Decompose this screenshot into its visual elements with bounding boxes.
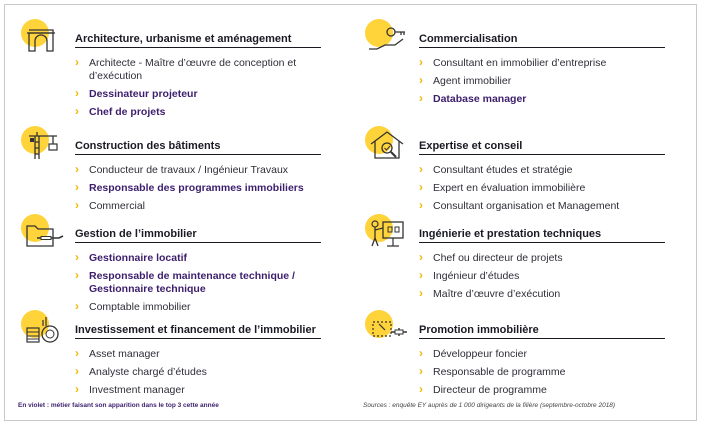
section-head [21,126,321,160]
list-item: › Expert en évaluation immobilière [419,182,665,195]
list-item: › Responsable de programme [419,366,665,379]
list-item: › Gestionnaire locatif [75,252,321,265]
section-title: Architecture, urbanisme et aménagement [75,33,321,48]
list-item: › Comptable immobilier [75,301,321,314]
section-title: Ingénierie et prestation techniques [419,228,665,243]
section-expertise [365,126,665,218]
job-list [75,164,321,213]
plan-tool-icon [367,314,409,344]
list-item: › Responsable de maintenance technique / Gestionnaire technique [75,270,321,296]
list-item: › Consultant en immobilier d’entreprise [419,57,665,70]
section-commercialisation [365,19,665,111]
house-magnifier-icon [367,130,409,160]
list-item: › Directeur de programme [419,384,665,397]
job-list [419,348,665,397]
section-head [21,214,321,248]
section-head [365,126,665,160]
list-item: › Architecte - Maître d’œuvre de conception et d’exécution [75,57,321,83]
infographic-frame [4,4,697,421]
list-item: › Responsable des programmes immobiliers [75,182,321,195]
folder-pen-icon [23,218,65,248]
list-item: › Agent immobilier [419,75,665,88]
source-note: Sources : enquête EY auprès de 1 000 dirigeants de la filière (septembre-octobre 2018) [363,402,616,409]
section-title: Gestion de l’immobilier [75,228,321,243]
section-title: Commercialisation [419,33,665,48]
section-investissement [21,310,321,402]
section-ingenierie [365,214,665,306]
section-head [365,19,665,53]
list-item: › Consultant études et stratégie [419,164,665,177]
job-list [419,57,665,106]
list-item: › Analyste chargé d’études [75,366,321,379]
section-head [21,310,321,344]
list-item: › Chef de projets [75,106,321,119]
legend-note: En violet : métier faisant son apparition dans le top 3 cette année [18,402,219,409]
job-list [75,57,321,119]
hand-key-icon [367,23,409,53]
section-head [365,214,665,248]
list-item: › Dessinateur projeteur [75,88,321,101]
coins-icon [23,314,65,344]
section-title: Promotion immobilière [419,324,665,339]
arch-icon [23,23,65,53]
job-list [419,252,665,301]
section-gestion [21,214,321,319]
list-item: › Commercial [75,200,321,213]
list-item: › Database manager [419,93,665,106]
list-item: › Ingénieur d’études [419,270,665,283]
list-item: › Investment manager [75,384,321,397]
job-list [419,164,665,213]
crane-icon [23,130,65,160]
section-construction [21,126,321,218]
section-head [365,310,665,344]
job-list [75,348,321,397]
section-title: Construction des bâtiments [75,140,321,155]
list-item: › Maître d’œuvre d’exécution [419,288,665,301]
section-head [21,19,321,53]
list-item: › Consultant organisation et Management [419,200,665,213]
list-item: › Conducteur de travaux / Ingénieur Travaux [75,164,321,177]
section-title: Investissement et financement de l’immobilier [75,324,321,339]
list-item: › Asset manager [75,348,321,361]
section-title: Expertise et conseil [419,140,665,155]
job-list [75,252,321,314]
presenter-board-icon [367,218,409,248]
section-promotion [365,310,665,402]
list-item: › Développeur foncier [419,348,665,361]
list-item: › Chef ou directeur de projets [419,252,665,265]
section-architecture [21,19,321,124]
